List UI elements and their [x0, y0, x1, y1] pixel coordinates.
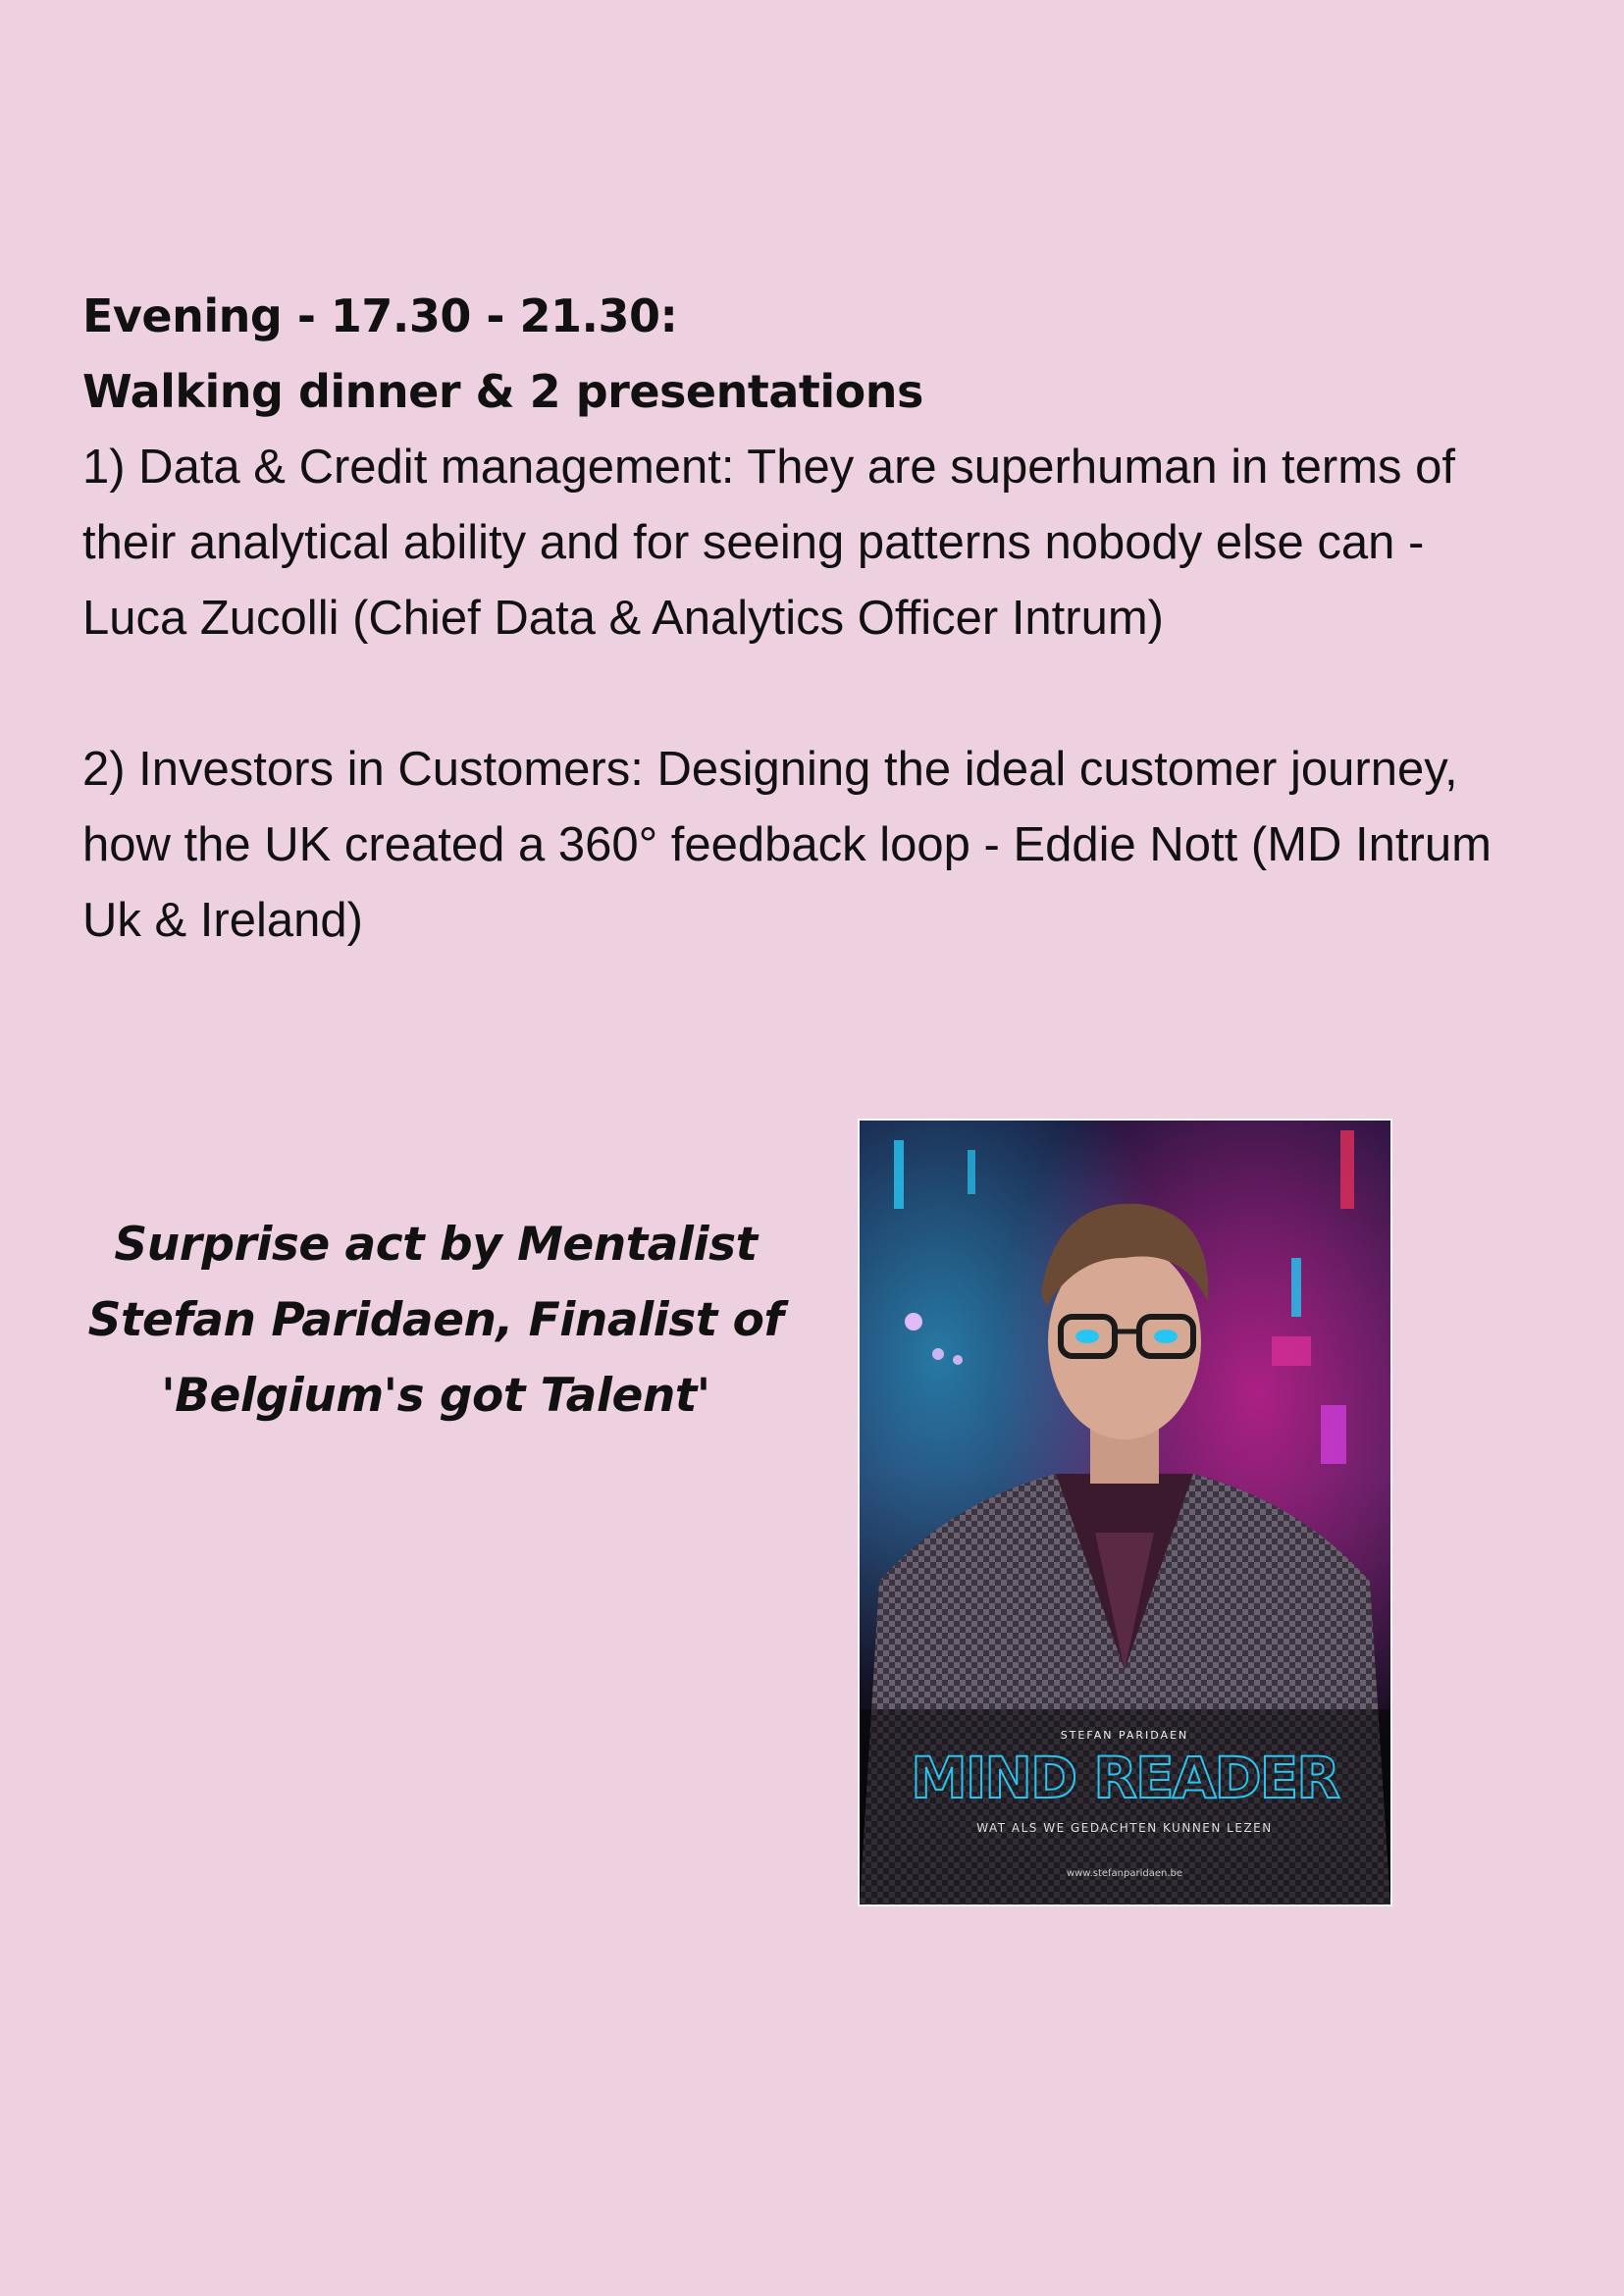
- evening-agenda: [82, 279, 1554, 959]
- surprise-line-1: Surprise act by Mentalist: [114, 1218, 758, 1272]
- mind-reader-poster: [858, 1119, 1392, 1906]
- poster-website: www.stefanparidaen.be: [1066, 1868, 1183, 1879]
- agenda-subtitle-heading: Walking dinner & 2 presentations: [82, 365, 923, 418]
- surprise-act-text: [82, 1207, 789, 1434]
- poster-artist: STEFAN PARIDAEN: [1060, 1729, 1189, 1742]
- surprise-line-3: 'Belgium's got Talent': [161, 1369, 710, 1423]
- poster-tagline: WAT ALS WE GEDACHTEN KUNNEN LEZEN: [976, 1821, 1273, 1835]
- agenda-spacer: [82, 656, 1554, 732]
- surprise-line-2: Stefan Paridaen, Finalist of: [87, 1293, 784, 1347]
- presentation-1: 1) Data & Credit management: They are superhuman in terms of their analytical ability and for seeing patterns nobody else can - Luca Zucolli (Chief Data & Analytics Officer Intrum): [82, 441, 1455, 645]
- presentation-2: 2) Investors in Customers: Designing the ideal customer journey, how the UK created a 360° feedback loop - Eddie Nott (MD Intrum Uk & Ireland): [82, 743, 1492, 947]
- poster-title: MIND READER: [911, 1745, 1338, 1811]
- agenda-time-heading: Evening - 17.30 - 21.30:: [82, 289, 678, 342]
